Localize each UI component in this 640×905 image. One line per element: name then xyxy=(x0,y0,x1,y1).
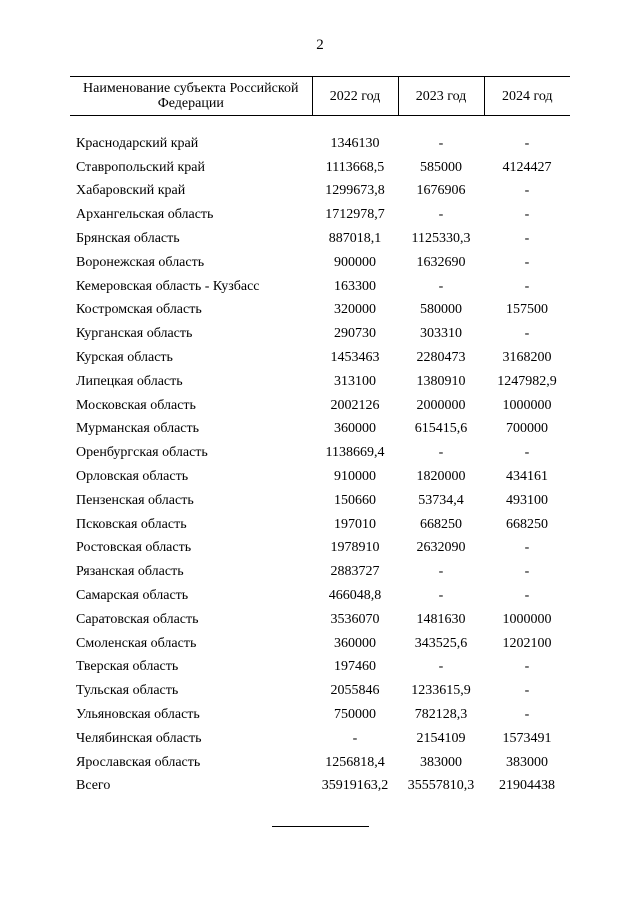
value-cell-2024: 493100 xyxy=(506,492,548,508)
value-cell-2023: - xyxy=(438,588,444,604)
table-row xyxy=(70,418,570,442)
table-row xyxy=(70,156,570,180)
value-cell-2024: - xyxy=(524,254,530,270)
value-cell-2022: 1346130 xyxy=(330,135,380,151)
value-cell-2022: 2883727 xyxy=(330,564,380,580)
subject-name-cell: Ставропольский край xyxy=(76,159,205,175)
value-cell-2024: 383000 xyxy=(506,754,548,770)
table-body xyxy=(70,132,570,798)
value-cell-2022: 360000 xyxy=(334,635,376,651)
subject-name-cell: Тверская область xyxy=(76,659,179,675)
value-cell-2023: 1233615,9 xyxy=(411,683,471,699)
subject-name-cell: Воронежская область xyxy=(76,254,205,270)
subject-name-cell: Липецкая область xyxy=(76,373,183,389)
table-row xyxy=(70,346,570,370)
subject-name-cell: Ульяновская область xyxy=(76,707,200,723)
subject-name-cell: Орловская область xyxy=(76,469,189,485)
table-row xyxy=(70,632,570,656)
value-cell-2022: 900000 xyxy=(334,254,376,270)
value-cell-2022: 750000 xyxy=(334,707,376,723)
subject-name-cell: Ярославская область xyxy=(76,754,201,770)
value-cell-2023: 53734,4 xyxy=(418,492,464,508)
value-cell-2022: 290730 xyxy=(334,326,376,342)
table-row xyxy=(70,560,570,584)
value-cell-2022: 1113668,5 xyxy=(325,159,385,175)
value-cell-2023: 2632090 xyxy=(416,540,466,556)
value-cell-2022: 1138669,4 xyxy=(325,445,385,461)
value-cell-2024: - xyxy=(524,183,530,199)
value-cell-2022: 150660 xyxy=(334,492,376,508)
value-cell-2022: 1712978,7 xyxy=(325,207,385,223)
value-cell-2024: 4124427 xyxy=(502,159,552,175)
subject-name-cell: Челябинская область xyxy=(76,730,202,746)
table-row xyxy=(70,441,570,465)
subject-name-cell: Брянская область xyxy=(76,231,180,247)
table-row xyxy=(70,489,570,513)
value-cell-2023: 2154109 xyxy=(416,730,466,746)
value-cell-2024: - xyxy=(524,588,530,604)
value-cell-2023: 782128,3 xyxy=(414,707,468,723)
value-cell-2023: 343525,6 xyxy=(414,635,468,651)
value-cell-2024: 21904438 xyxy=(499,778,555,794)
table-row xyxy=(70,703,570,727)
value-cell-2024: - xyxy=(524,540,530,556)
value-cell-2023: 585000 xyxy=(420,159,462,175)
footer-divider xyxy=(272,826,369,827)
value-cell-2022: 1978910 xyxy=(330,540,380,556)
value-cell-2024: - xyxy=(524,659,530,675)
table-row xyxy=(70,203,570,227)
value-cell-2023: - xyxy=(438,445,444,461)
value-cell-2022: 197010 xyxy=(334,516,376,532)
value-cell-2022: - xyxy=(352,730,358,746)
value-cell-2024: 1202100 xyxy=(502,635,552,651)
subject-name-cell: Тульская область xyxy=(76,683,179,699)
subject-name-cell: Саратовская область xyxy=(76,611,199,627)
value-cell-2023: 35557810,3 xyxy=(407,778,475,794)
value-cell-2023: 1380910 xyxy=(416,373,466,389)
header-spacer xyxy=(70,116,570,133)
table-row xyxy=(70,251,570,275)
value-cell-2024: 3168200 xyxy=(502,350,552,366)
value-cell-2024: - xyxy=(524,207,530,223)
value-cell-2024: 668250 xyxy=(506,516,548,532)
page-number: 2 xyxy=(316,37,324,53)
header-2023: 2023 год xyxy=(398,77,484,116)
value-cell-2024: - xyxy=(524,278,530,294)
value-cell-2022: 910000 xyxy=(334,469,376,485)
header-2022: 2022 год xyxy=(312,77,398,116)
subject-name-cell: Курская область xyxy=(76,350,173,366)
table-row xyxy=(70,132,570,156)
value-cell-2024: - xyxy=(524,326,530,342)
value-cell-2022: 1256818,4 xyxy=(325,754,385,770)
table-row xyxy=(70,513,570,537)
table-row xyxy=(70,299,570,323)
value-cell-2023: 1632690 xyxy=(416,254,466,270)
value-cell-2024: 1247982,9 xyxy=(497,373,557,389)
value-cell-2024: 157500 xyxy=(506,302,548,318)
value-cell-2023: 1676906 xyxy=(416,183,466,199)
table-row xyxy=(70,727,570,751)
subject-name-cell: Московская область xyxy=(76,397,196,413)
value-cell-2023: 1820000 xyxy=(416,469,466,485)
table-row xyxy=(70,656,570,680)
value-cell-2023: 303310 xyxy=(420,326,462,342)
value-cell-2023: - xyxy=(438,564,444,580)
subject-name-cell: Костромская область xyxy=(76,302,202,318)
subject-name-cell: Курганская область xyxy=(76,326,193,342)
subject-name-cell: Смоленская область xyxy=(76,635,197,651)
value-cell-2023: 2000000 xyxy=(416,397,466,413)
subject-name-cell: Мурманская область xyxy=(76,421,200,437)
value-cell-2023: - xyxy=(438,278,444,294)
table-row xyxy=(70,275,570,299)
data-table xyxy=(70,76,570,798)
value-cell-2023: 580000 xyxy=(420,302,462,318)
table-row xyxy=(70,370,570,394)
table-row xyxy=(70,465,570,489)
value-cell-2023: 383000 xyxy=(420,754,462,770)
value-cell-2024: 1000000 xyxy=(502,397,552,413)
subject-name-cell: Пензенская область xyxy=(76,492,194,508)
table-row xyxy=(70,751,570,775)
table-row xyxy=(70,584,570,608)
value-cell-2022: 197460 xyxy=(334,659,376,675)
value-cell-2024: 1573491 xyxy=(502,730,552,746)
subject-name-cell: Рязанская область xyxy=(76,564,184,580)
value-cell-2024: - xyxy=(524,135,530,151)
value-cell-2023: 1125330,3 xyxy=(411,231,471,247)
value-cell-2023: 1481630 xyxy=(416,611,466,627)
subject-name-cell: Всего xyxy=(76,778,111,794)
value-cell-2022: 313100 xyxy=(334,373,376,389)
value-cell-2022: 2002126 xyxy=(330,397,380,413)
subject-name-cell: Оренбургская область xyxy=(76,445,208,461)
table-row xyxy=(70,227,570,251)
subject-name-cell: Самарская область xyxy=(76,588,189,604)
table-row xyxy=(70,180,570,204)
value-cell-2023: 2280473 xyxy=(416,350,466,366)
value-cell-2023: - xyxy=(438,207,444,223)
value-cell-2022: 360000 xyxy=(334,421,376,437)
value-cell-2024: 1000000 xyxy=(502,611,552,627)
value-cell-2023: - xyxy=(438,659,444,675)
value-cell-2022: 1299673,8 xyxy=(325,183,385,199)
value-cell-2022: 35919163,2 xyxy=(321,778,389,794)
value-cell-2024: 434161 xyxy=(506,469,548,485)
value-cell-2023: - xyxy=(438,135,444,151)
subject-name-cell: Псковская область xyxy=(76,516,187,532)
table-row xyxy=(70,608,570,632)
value-cell-2024: - xyxy=(524,231,530,247)
value-cell-2024: - xyxy=(524,564,530,580)
value-cell-2022: 163300 xyxy=(334,278,376,294)
subject-name-cell: Ростовская область xyxy=(76,540,192,556)
value-cell-2023: 615415,6 xyxy=(414,421,468,437)
table-row xyxy=(70,394,570,418)
value-cell-2022: 466048,8 xyxy=(328,588,382,604)
value-cell-2022: 2055846 xyxy=(330,683,380,699)
table-row xyxy=(70,775,570,799)
header-subject-name: Наименование субъекта Российской Федерации xyxy=(70,77,312,116)
value-cell-2022: 320000 xyxy=(334,302,376,318)
subject-name-cell: Краснодарский край xyxy=(76,135,199,151)
subject-name-cell: Хабаровский край xyxy=(76,183,186,199)
value-cell-2024: - xyxy=(524,707,530,723)
value-cell-2022: 887018,1 xyxy=(328,231,382,247)
table-row xyxy=(70,679,570,703)
value-cell-2024: 700000 xyxy=(506,421,548,437)
value-cell-2023: 668250 xyxy=(420,516,462,532)
table-header-row xyxy=(70,77,570,116)
table-row xyxy=(70,537,570,561)
subject-name-cell: Архангельская область xyxy=(76,207,214,223)
value-cell-2024: - xyxy=(524,683,530,699)
value-cell-2022: 3536070 xyxy=(330,611,380,627)
subject-name-cell: Кемеровская область - Кузбасс xyxy=(76,278,260,294)
value-cell-2022: 1453463 xyxy=(330,350,380,366)
table-row xyxy=(70,322,570,346)
value-cell-2024: - xyxy=(524,445,530,461)
header-2024: 2024 год xyxy=(484,77,570,116)
